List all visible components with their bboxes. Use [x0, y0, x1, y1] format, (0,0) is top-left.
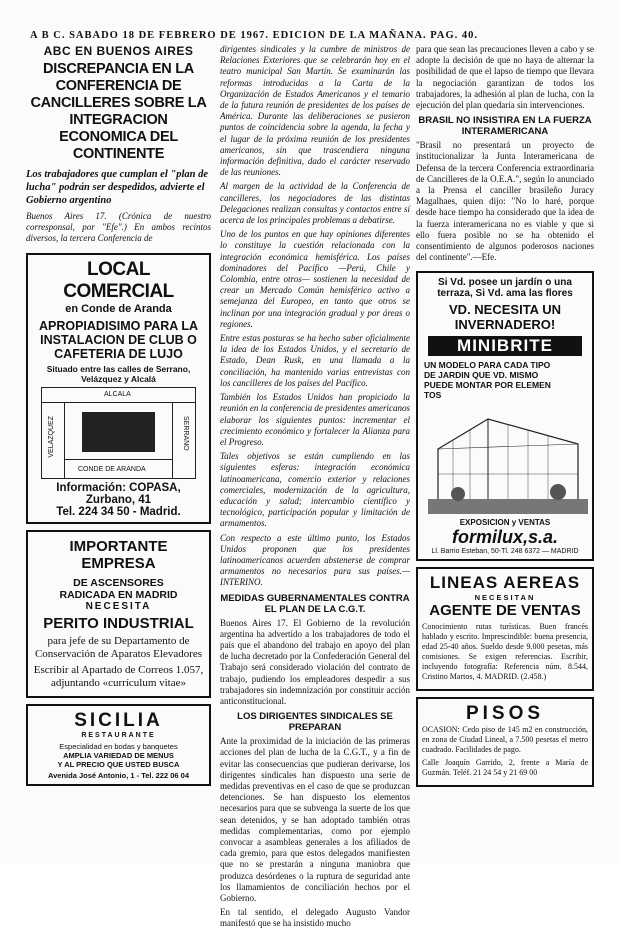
ad-line-2: DE JARDIN QUE VD. MISMO	[424, 370, 539, 381]
paragraph: Tales objetivos se están cumpliendo en las siguientes esferas: integración económica latinoamericana, comercio exterior y relaciones comerciales, modernización de la agricultura, educación y salud; intercambio científico y tecnológico, participación popular y limitación de armamentos.	[220, 451, 410, 529]
ad-top-line-1: Si Vd. posee un jardín o una	[438, 277, 572, 289]
ad-sicilia	[26, 704, 211, 786]
ad-address: Avenida José Antonio, 1 - Tel. 222 06 04	[47, 770, 190, 780]
paragraph: También los Estados Unidos han propiciado la reunión en la conferencia de presidentes americanos elaborar los siguientes puntos: incrementar el crecimiento económico y fortalecer la Alianza para el Progreso.	[220, 392, 410, 447]
paragraph: En tal sentido, el delegado Augusto Vandor manifestó que se ha insistido mucho	[220, 907, 410, 929]
ad-title: LOCAL COMERCIAL	[63, 258, 174, 302]
ad-line-3: PUEDE MONTAR POR ELEMEN	[424, 380, 551, 391]
ad-contact: Calle Joaquín Garrido, 2, frente a María de Guzmán. Teléf. 21 24 54 y 21 69 00	[422, 758, 588, 778]
ad-title: PISOS	[465, 703, 545, 725]
paragraph: Al margen de la actividad de la Conferencia de cancilleres, los negociadores de las distintas Delegaciones realizan consultas y contactos entre sí acerca de los principales problemas a debatirse.	[220, 181, 410, 226]
paragraph: Entre estas posturas se ha hecho saber oficialmente la idea de los Estados Unidos, y el secretario de Estado, Dean Rusk, en una llamada a la conciliación, ha mantenido varias entrevistas con los cancilleres de los países del Pacífico.	[220, 333, 410, 388]
building-block	[82, 412, 155, 452]
ad-line-1: DE ASCENSORES	[73, 576, 164, 589]
paragraph: Ante la proximidad de la iniciación de las primeras acciones del plan de lucha de la C.G.T., y a fin de evitar las consecuencias que pudieran derivarse, los dirigentes sindicales han dispuesto una serie de medidas preventivas en el caso de que se produzcan detenciones. Se han dispuesto los elementos necesarios para que se subvenga la suerte de los que sean detenidos, y se han adoptado también otras medidas complementarias, como por ejemplo convocar a asambleas generales a los afiliados de cada gremio, para que estos delegados manifiesten que no se prestarán a ninguna maniobra que produzca desórdenes o la ruptura de seguridad ante los llamamientos de conciliación hechos por el Gobierno.	[220, 736, 410, 904]
ad-title-2: AGENTE DE VENTAS	[429, 602, 581, 620]
ad-body: Conocimiento rutas turísticas. Buen francés hablado y escrito. Imprescindible: buena presencia, edad 25-40 años. Sueldo desde 9.000 pesetas, más comisiones. Se exigen referencias. Escribir, incluyendo fotografía: Referencia núm. 8.544, Cristino Martos, 4. MADRID. (2.458.)	[422, 622, 588, 682]
paragraph: Uno de los puntos en que hay opiniones diferentes lo constituye la cuestión relacionada con la integración económica hemisférica. Los países dominadores del Pacífico —Perú, Chile y Colombia, entre otros— sostienen la necesidad de crear un Mercado Común hemisférico activo a semejanza del Europeo, en tanto que otros se inclinan por una integración gradual y por áreas o regiones.	[220, 229, 410, 329]
ad-invernadero	[416, 271, 594, 561]
article-body: Buenos Aires 17. (Crónica de nuestro corresponsal, por "Efe".) En ambos recintos diversos, la tercera Conferencia de	[26, 211, 211, 244]
paragraph: Con respecto a este último punto, los Estados Unidos proponen que los presidentes latinoamericanos acuerden abstenerse de comprar armamentos no necesarios para sus países.—INTERINO.	[220, 532, 410, 588]
ad-phone: Tel. 224 34 50 - Madrid.	[56, 505, 181, 518]
ad-subtitle: RESTAURANTE	[81, 731, 156, 739]
ad-local-comercial	[26, 253, 211, 524]
ad-body: para jefe de su Departamento de Conservación de Aparatos Elevadores	[34, 634, 203, 660]
running-head: A B C. SABADO 18 DE FEBRERO DE 1967. EDICION DE LA MAÑANA. PAG. 40.	[30, 30, 479, 41]
ad-line-2: RADICADA EN MADRID	[59, 588, 178, 601]
street-label-left: VELAZQUEZ	[48, 415, 55, 458]
brand-logo-formilux: formilux,s.a.	[451, 527, 559, 548]
column-middle	[220, 44, 410, 929]
ad-line-3: Y AL PRECIO QUE USTED BUSCA	[57, 759, 180, 769]
kicker: ABC EN BUENOS AIRES	[43, 44, 194, 58]
ad-info: Información: COPASA, Zurbano, 41	[56, 481, 181, 506]
ad-line-3: NECESITA	[85, 600, 152, 612]
lead: Los trabajadores que cumplan el "plan de lucha" podrán ser despedidos, advierte el Gobierno argentino	[26, 169, 209, 206]
ad-subtitle: en Conde de Aranda	[65, 302, 172, 315]
ad-title-2: PERITO INDUSTRIAL	[43, 614, 194, 632]
ad-location: Situado entre las calles de Serrano, Velázquez y Alcalá	[46, 363, 191, 384]
section-heading: BRASIL NO INSISTIRA EN LA FUERZA INTERAMERICANA	[418, 115, 592, 138]
ad-subtitle: NECESITAN	[474, 593, 536, 603]
ad-line-1: UN MODELO PARA CADA TIPO	[424, 360, 551, 371]
ad-title: LINEAS AEREAS	[429, 573, 581, 593]
ad-lineas-aereas	[416, 567, 594, 691]
column-left	[26, 44, 211, 856]
ad-line-1: Especialidad en bodas y banquetes	[59, 741, 178, 751]
ad-line-4: TOS	[424, 390, 442, 401]
paragraph: para que sean las precauciones lleven a cabo y se adopte la decisión de que no haya de alternar la posibilidad de que el lapso de tiempo que llevara la negociación garantizan de todos los trabajadores, la adhesión al plan de lucha, con la ejecución del plan quedaría sin intervenciones.	[416, 44, 594, 111]
greenhouse-illustration	[428, 404, 582, 514]
section-heading: MEDIDAS GUBERNAMENTALES CONTRA EL PLAN DE LA C.G.T.	[220, 592, 410, 615]
ad-line-2: AMPLIA VARIEDAD DE MENUS	[63, 750, 174, 760]
headline: DISCREPANCIA EN LA CONFERENCIA DE CANCILLERES SOBRE LA INTEGRACION ECONOMICA DEL CONTINENTE	[30, 61, 207, 162]
section-heading: LOS DIRIGENTES SINDICALES SE PREPARAN	[237, 711, 393, 734]
ad-title: SICILIA	[74, 709, 163, 731]
ad-pisos	[416, 697, 594, 787]
ad-title: VD. NECESITA UN INVERNADERO!	[449, 302, 561, 333]
street-label-bottom: CONDE DE ARANDA	[78, 465, 146, 473]
ad-contact: Escribir al Apartado de Correos 1.057, adjuntando «currículum vitae»	[33, 663, 204, 689]
paragraph: "Brasil no presentará un proyecto de institucionalizar la Junta Interamericana de Defensa de la tercera Conferencia extraordinaria de Cancilleres de la O.E.A.", según lo anunciado a la Prensa el canciller brasileño Juracy Magalhaes, quien dijo: "No lo haré, porque desde hace tiempo ha considerado que la idea de la fuerza interamericana no es viable y que si ello fuera posible no se ha obtenido el consentimiento de algunos poderosos naciones del continente".—Efe.	[416, 140, 594, 263]
street-label-top: ALCALA	[104, 390, 131, 398]
paragraph: Buenos Aires 17. El Gobierno de la revolución argentina ha advertido a los trabajadores de todo el país que el abandono del trabajo en apoyo del plan de lucha decretado por la Confederación General del Trabajo será considerado violación del contrato de trabajo, pudiendo los empleadores despedir a sus trabajadores sin indemnización por constituir acción anticonstitucional.	[220, 617, 410, 706]
ad-empresa-ascensores	[26, 530, 211, 698]
ad-address: Ll. Barrio Esteban, 50-Tl. 248 6372 — MADRID	[431, 548, 579, 556]
ad-top-line-2: terraza, Si Vd. ama las flores	[437, 288, 573, 300]
paragraph: dirigentes sindicales y la cumbre de ministros de Relaciones Exteriores que se celebrarán hoy en el teatro municipal San Martín. Se examinarán las reformas introducidas a la Carta de la Organización de Estados Americanos y el temario de la futura reunión de presidentes de los países de América. Durante las deliberaciones se pusieron puntos de coincidencia sobre la agenda, la fecha y el lugar de la próxima reunión de los presidentes americanos, sin que trascendiera ninguna información definitiva, dado el carácter reservado de las reuniones.	[220, 44, 410, 178]
ad-expo: EXPOSICION y VENTAS	[459, 518, 551, 528]
brand-logo: MINIBRITE	[428, 336, 582, 356]
ad-headline: APROPIADISIMO PARA LA INSTALACION DE CLUB O CAFETERIA DE LUJO	[38, 318, 199, 361]
street-map	[41, 387, 196, 479]
column-right	[416, 44, 594, 856]
street-label-right: SERRANO	[182, 415, 189, 451]
ad-title: IMPORTANTE EMPRESA	[69, 537, 168, 572]
ad-body: OCASION: Cedo piso de 145 m2 en construcción, en zona de Ciudad Lineal, a 7.500 pesetas el metro cuadrado. Facilidades de pago.	[422, 725, 588, 755]
